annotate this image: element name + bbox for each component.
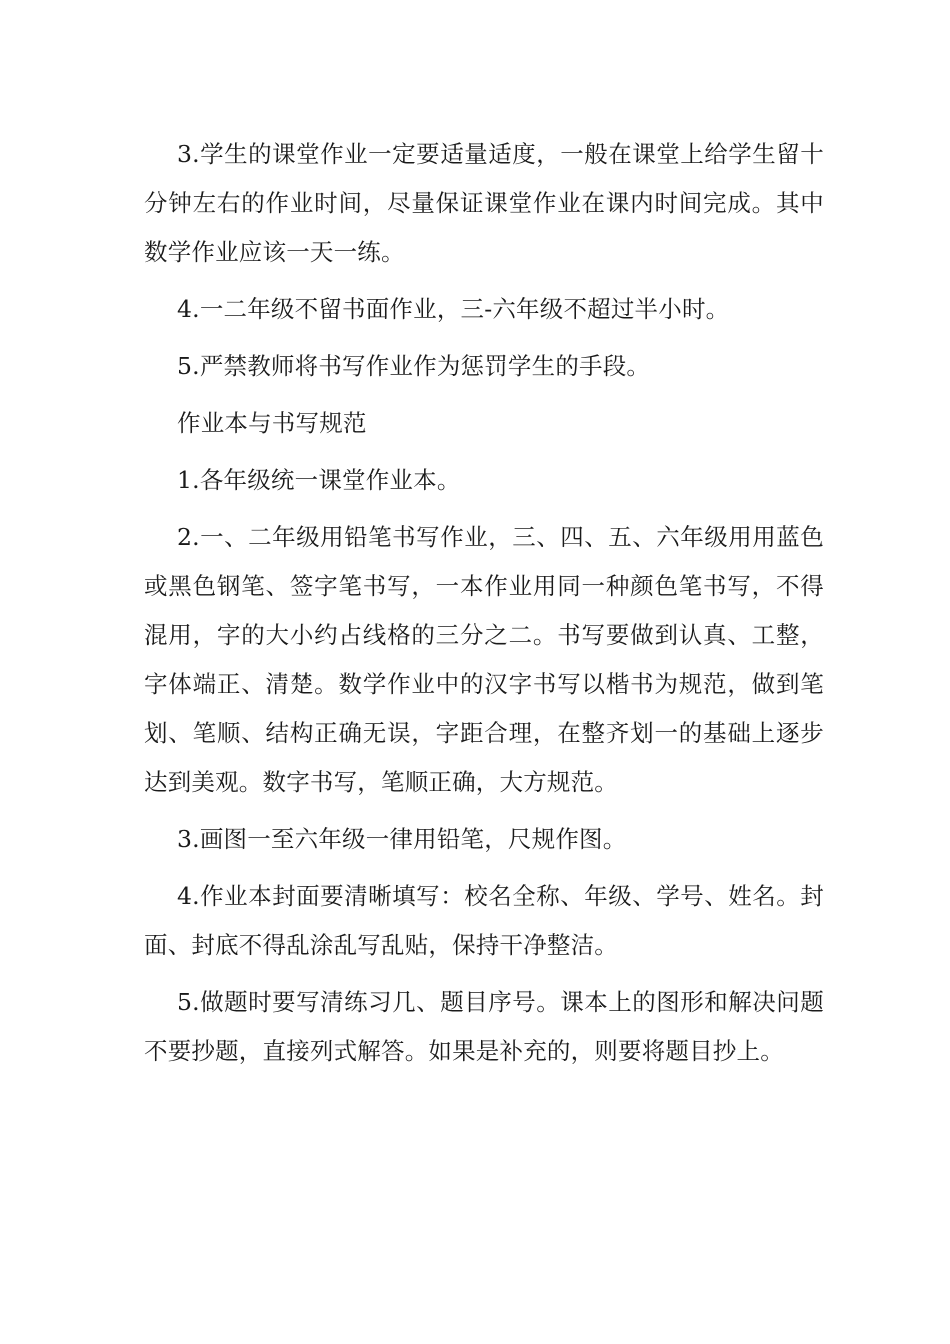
paragraph-written-homework-limit: 4.一二年级不留书面作业，三-六年级不超过半小时。 <box>177 295 730 323</box>
paragraph-cover-rule: 4.作业本封面要清晰填写：校名全称、年级、学号、姓名。封面、封底不得乱涂乱写乱贴，保持干净整洁。 <box>144 882 824 959</box>
section-title: 作业本与书写规范 <box>177 409 367 437</box>
paragraph-question-numbering: 5.做题时要写清练习几、题目序号。课本上的图形和解决问题不要抄题，直接列式解答。如果是补充的，则要将题目抄上。 <box>144 988 824 1065</box>
document-body <box>144 130 824 1084</box>
paragraph-writing-tools: 2.一、二年级用铅笔书写作业，三、四、五、六年级用用蓝色或黑色钢笔、签字笔书写，一本作业用同一种颜色笔书写，不得混用，字的大小约占线格的三分之二。书写要做到认真、工整，字体端正、清楚。数学作业中的汉字书写以楷书为规范，做到笔划、笔顺、结构正确无误，字距合理，在整齐划一的基础上逐步达到美观。数字书写，笔顺正确，大方规范。 <box>144 523 824 796</box>
paragraph-classwork-amount: 3.学生的课堂作业一定要适量适度，一般在课堂上给学生留十分钟左右的作业时间，尽量保证课堂作业在课内时间完成。其中数学作业应该一天一练。 <box>144 140 824 266</box>
paragraph-no-punishment: 5.严禁教师将书写作业作为惩罚学生的手段。 <box>177 352 651 380</box>
paragraph-unified-notebook: 1.各年级统一课堂作业本。 <box>177 466 461 494</box>
paragraph-drawing-rule: 3.画图一至六年级一律用铅笔，尺规作图。 <box>177 825 627 853</box>
